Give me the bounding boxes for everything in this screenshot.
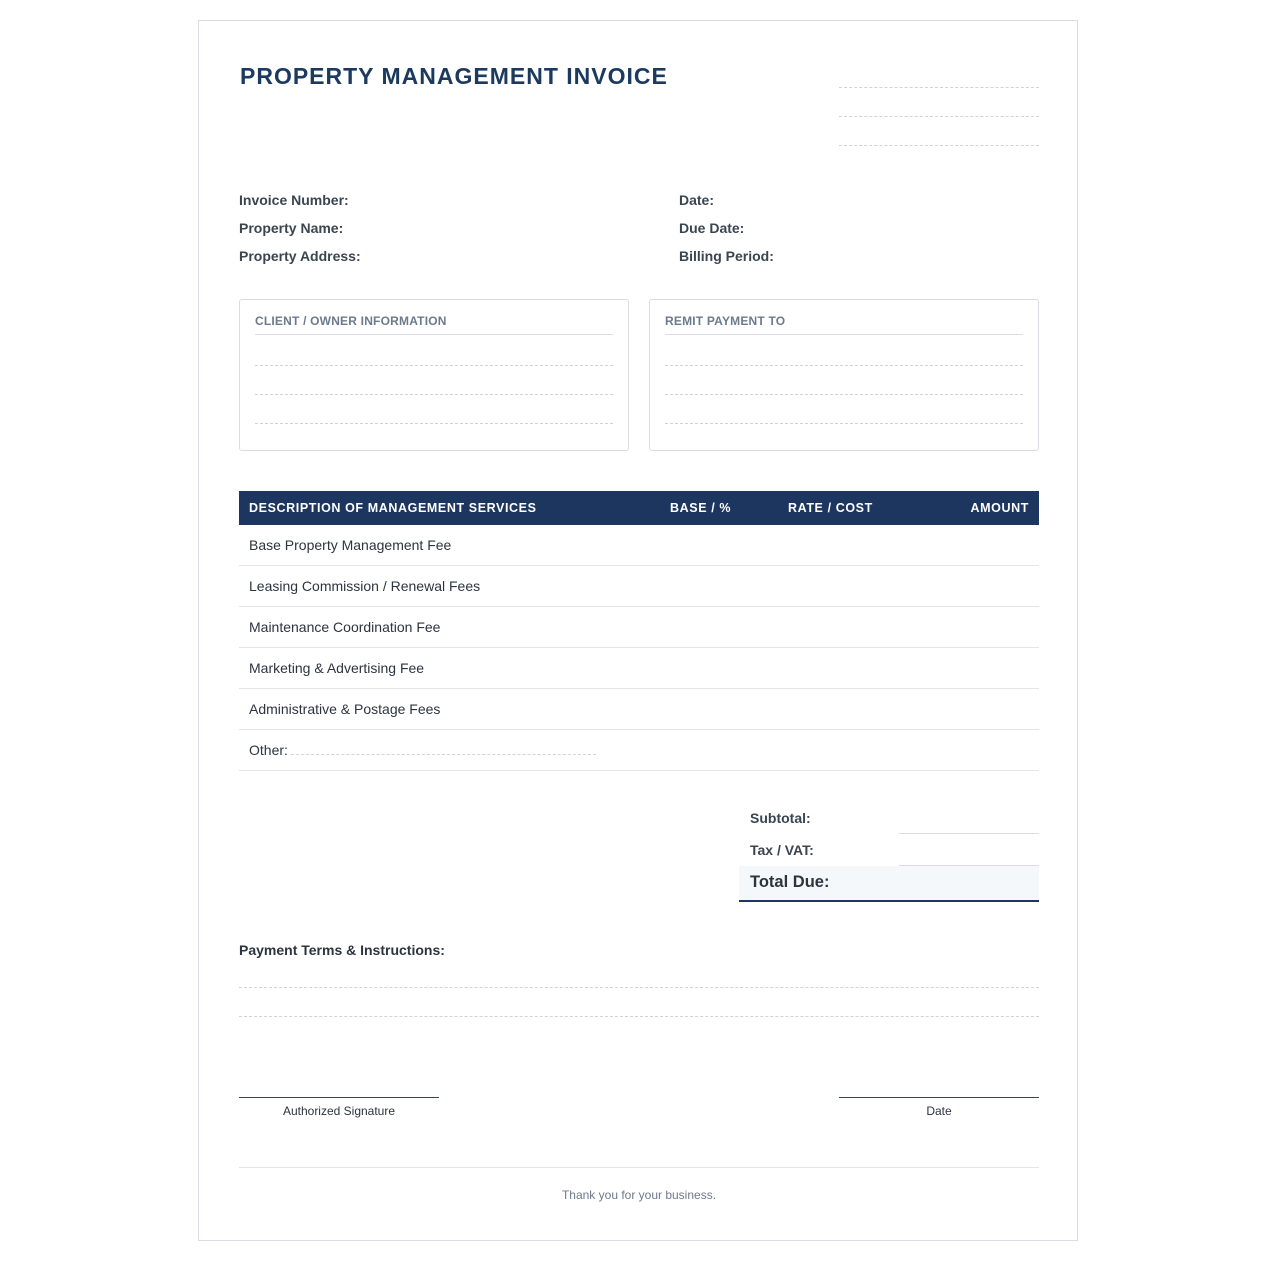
table-row[interactable] [239,689,1039,730]
signature-caption: Authorized Signature [282,1104,396,1118]
remit-line-2[interactable] [665,394,1023,395]
header-blank-line-1[interactable] [839,87,1039,88]
other-blank-line[interactable] [291,754,596,755]
table-row[interactable] [239,648,1039,689]
property-name-label: Property Name: [239,220,344,236]
header-amount: AMOUNT [970,501,1029,515]
client-info-line-1[interactable] [255,365,613,366]
client-info-line-3[interactable] [255,423,613,424]
invoice-number-label: Invoice Number: [239,192,349,208]
services-table-header [239,491,1039,525]
signature-line[interactable] [239,1097,439,1098]
table-row[interactable] [239,525,1039,566]
total-due-label: Total Due: [750,873,830,891]
header-rate: RATE / COST [788,501,873,515]
signature-date-line[interactable] [839,1097,1039,1098]
invoice-title: PROPERTY MANAGEMENT INVOICE [240,63,668,89]
remit-payment-box [649,299,1039,451]
date-label: Date: [679,192,715,208]
header-blank-line-3[interactable] [839,145,1039,146]
table-row-other[interactable] [239,730,1039,771]
remit-line-3[interactable] [665,423,1023,424]
payment-terms-line-2[interactable] [239,1016,1039,1017]
property-address-label: Property Address: [239,248,361,264]
client-info-title: CLIENT / OWNER INFORMATION [255,314,613,335]
header-base: BASE / % [670,501,732,515]
total-due-row[interactable] [739,866,1039,902]
table-row[interactable] [239,607,1039,648]
remit-payment-title: REMIT PAYMENT TO [665,314,1023,335]
invoice-page [198,20,1078,1241]
header-blank-line-2[interactable] [839,116,1039,117]
row-description: Base Property Management Fee [249,537,452,553]
date-caption: Date [926,1104,952,1118]
payment-terms-label: Payment Terms & Instructions: [239,942,445,958]
row-description: Marketing & Advertising Fee [249,660,425,676]
header-description: DESCRIPTION OF MANAGEMENT SERVICES [249,501,537,515]
footer-divider [239,1167,1039,1168]
due-date-label: Due Date: [679,220,745,236]
tax-label: Tax / VAT: [750,842,814,858]
billing-period-label: Billing Period: [679,248,774,264]
row-description: Leasing Commission / Renewal Fees [249,578,481,594]
row-description: Other: [249,742,288,758]
client-info-line-2[interactable] [255,394,613,395]
row-description: Maintenance Coordination Fee [249,619,441,635]
subtotal-label: Subtotal: [750,810,811,826]
row-description: Administrative & Postage Fees [249,701,441,717]
table-row[interactable] [239,566,1039,607]
client-info-box [239,299,629,451]
subtotal-value-line[interactable] [899,833,1039,834]
payment-terms-line-1[interactable] [239,987,1039,988]
remit-line-1[interactable] [665,365,1023,366]
footer-thanks: Thank you for your business. [561,1188,717,1202]
